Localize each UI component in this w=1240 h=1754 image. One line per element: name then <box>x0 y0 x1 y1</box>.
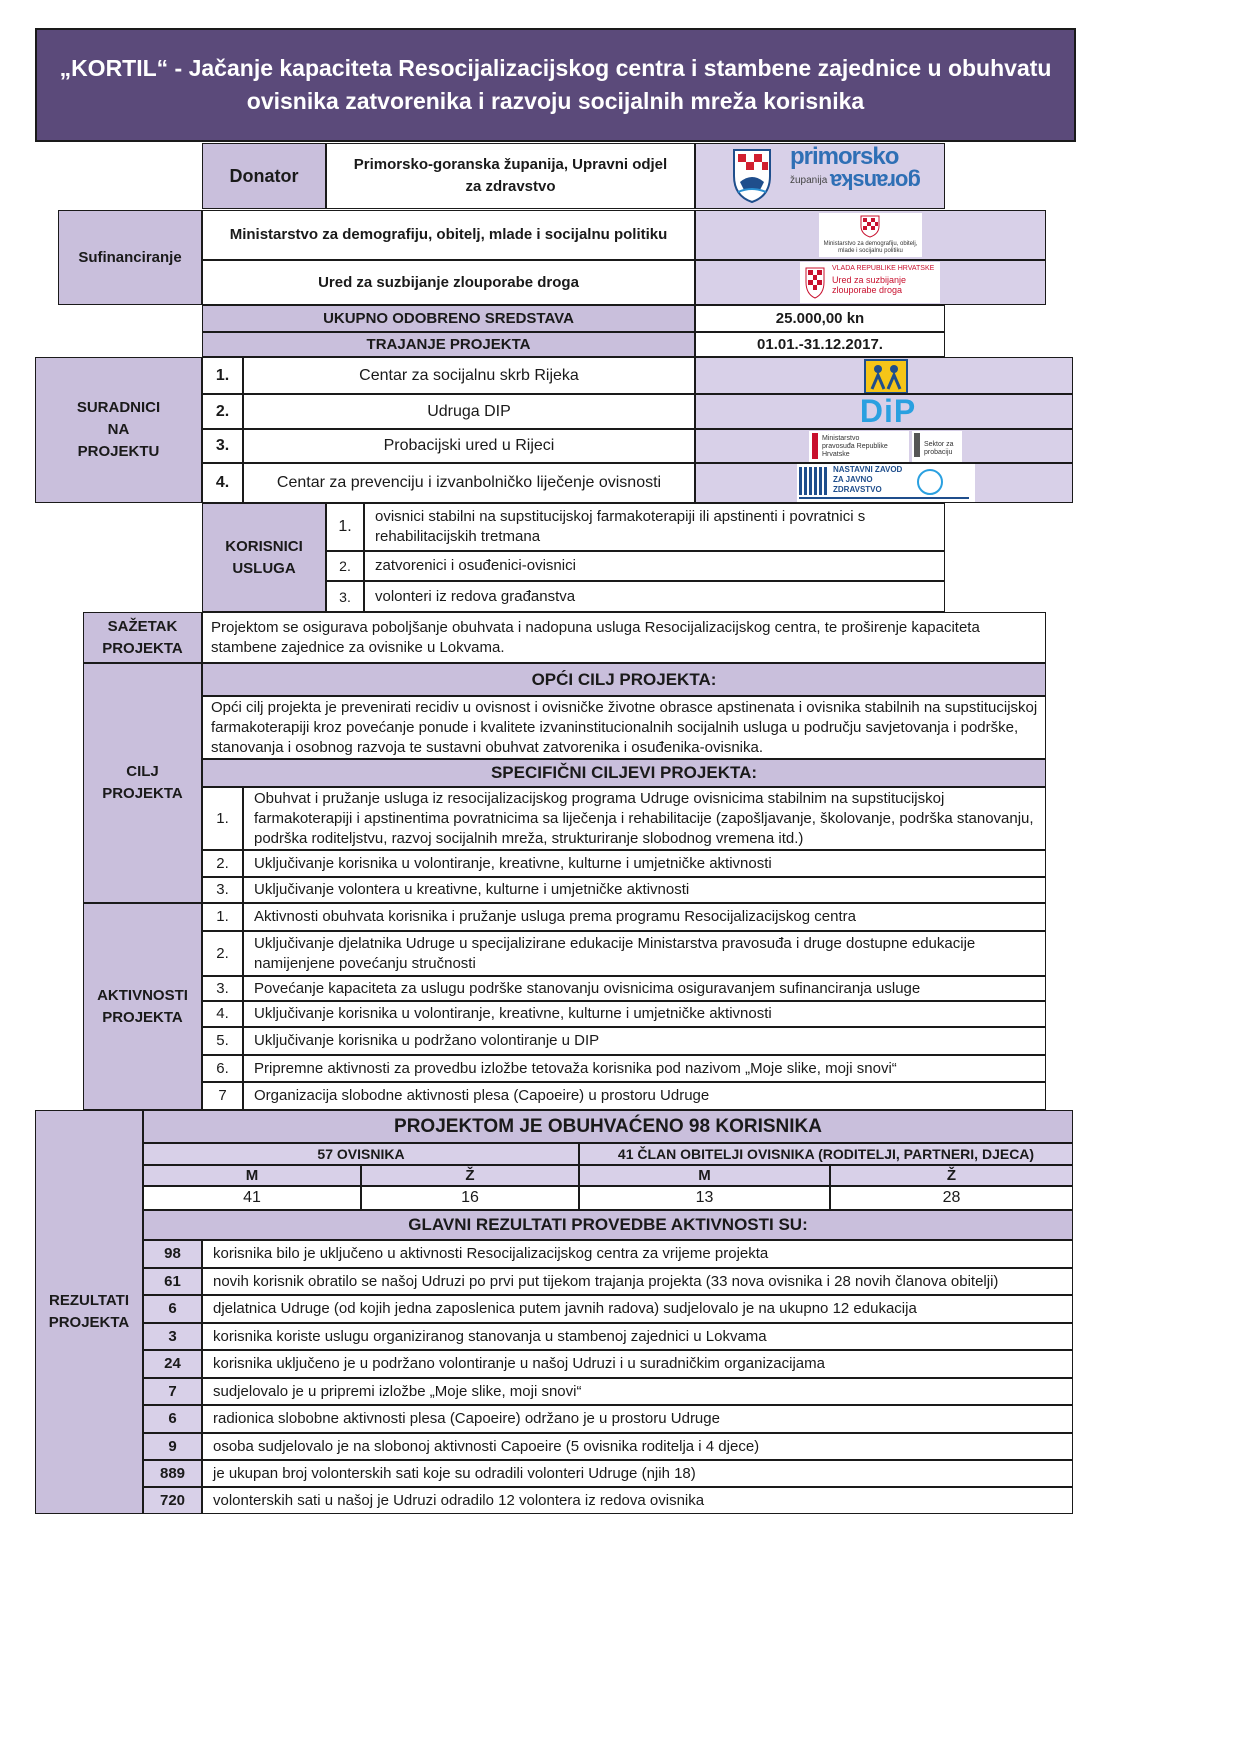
result-text: korisnika bilo je uključeno u aktivnosti Resocijalizacijskog centra za vrijeme projekta <box>202 1240 1073 1268</box>
partner-name: Udruga DIP <box>243 394 695 429</box>
result-text: novih korisnik obratilo se našoj Udruzi po prvi put tijekom trajanja projekta (33 nova ovisnika i 28 novih članova obitelji) <box>202 1268 1073 1295</box>
count-cell: 16 <box>361 1186 579 1210</box>
results-label-line-2: PROJEKTA <box>48 1314 130 1331</box>
partner-name: Centar za socijalnu skrb Rijeka <box>243 357 695 394</box>
summary-label <box>83 612 202 663</box>
result-text: korisnika uključeno je u podržano volontiranje u našoj Udruzi i u suradničkim organizacijama <box>202 1350 1073 1378</box>
group-addicts-header: 57 OVISNIKA <box>143 1143 579 1165</box>
cofinancing-item-1: Ministarstvo za demografiju, obitelj, mlade i socijalnu politiku <box>202 210 695 260</box>
title-line-2: ovisnika zatvorenika i razvoju socijalnih mreža korisnika <box>246 88 865 114</box>
result-num: 24 <box>143 1350 202 1378</box>
specific-goal-text: Uključivanje volontera u kreativne, kulturne i umjetničke aktivnosti <box>243 877 1046 903</box>
funds-value: 25.000,00 kn <box>695 305 945 332</box>
pgz-wordmark-sub: županija <box>790 175 828 186</box>
specific-goals-heading: SPECIFIČNI CILJEVI PROJEKTA: <box>202 759 1046 787</box>
result-text: korisnika koriste uslugu organiziranog stanovanja u stambenoj zajednici u Lokvama <box>202 1323 1073 1350</box>
results-label-line-1: REZULTATI <box>49 1292 129 1309</box>
partner-num: 2. <box>202 394 243 429</box>
beneficiaries-label <box>202 503 326 612</box>
pgz-wordmark <box>790 144 940 208</box>
result-num: 720 <box>143 1487 202 1514</box>
drug-abuse-office-logo-top: VLADA REPUBLIKE HRVATSKE <box>832 265 935 272</box>
main-results-heading: GLAVNI REZULTATI PROVEDBE AKTIVNOSTI SU: <box>143 1210 1073 1240</box>
ministry-demography-logo-text: Ministarstvo za demografiju, obitelj, mlade i socijalnu politiku <box>823 241 918 254</box>
partner-logo-cell <box>695 394 1073 429</box>
partners-label-line-3: PROJEKTU <box>77 443 160 460</box>
goal-label-line-2: PROJEKTA <box>102 785 183 802</box>
group-family-header: 41 ČLAN OBITELJI OVISNIKA (RODITELJI, PARTNERI, DJECA) <box>579 1143 1073 1165</box>
justice-ministry-logo <box>809 431 909 462</box>
gender-m-header: M <box>143 1165 361 1186</box>
specific-goal-num: 2. <box>202 850 243 877</box>
cofinancing-item-2: Ured za suzbijanje zlouporabe droga <box>202 260 695 305</box>
activity-num: 3. <box>202 976 243 1001</box>
activity-num: 1. <box>202 903 243 931</box>
partners-label-line-2: NA <box>107 421 130 438</box>
public-health-institute-logo <box>797 463 975 503</box>
pgz-coat-of-arms-logo <box>730 146 774 204</box>
partners-label <box>35 357 202 503</box>
funds-label: UKUPNO ODOBRENO SREDSTAVA <box>202 305 695 332</box>
summary-label-line-2: PROJEKTA <box>102 639 183 657</box>
specific-goal-num: 3. <box>202 877 243 903</box>
gender-z-header: Ž <box>830 1165 1073 1186</box>
beneficiary-text: zatvorenici i osuđenici-ovisnici <box>364 551 945 581</box>
result-text: djelatnica Udruge (od kojih jedna zaposlenica putem javnih radova) sudjelovalo je na ukupno 12 edukacija <box>202 1295 1073 1323</box>
gender-z-header: Ž <box>361 1165 579 1186</box>
specific-goal-num: 1. <box>202 787 243 850</box>
ministry-demography-logo <box>819 213 922 257</box>
result-num: 7 <box>143 1378 202 1405</box>
dip-logo: DiP <box>859 394 917 429</box>
gender-m-header: M <box>579 1165 830 1186</box>
partner-logo-cell <box>695 429 1073 463</box>
beneficiaries-label-line-2: USLUGA <box>232 559 296 577</box>
donor-logo-cell <box>695 143 945 209</box>
result-num: 3 <box>143 1323 202 1350</box>
drug-abuse-office-logo <box>800 262 940 303</box>
result-num: 61 <box>143 1268 202 1295</box>
cofinancing-label: Sufinanciranje <box>58 210 202 305</box>
results-label <box>35 1110 143 1514</box>
result-text: sudjelovalo je u pripremi izložbe „Moje slike, moji snovi“ <box>202 1378 1073 1405</box>
count-cell: 28 <box>830 1186 1073 1210</box>
result-num: 6 <box>143 1295 202 1323</box>
activities-label <box>83 903 202 1110</box>
beneficiary-num: 2. <box>326 551 364 581</box>
activity-num: 2. <box>202 931 243 976</box>
result-num: 98 <box>143 1240 202 1268</box>
count-cell: 13 <box>579 1186 830 1210</box>
goal-label <box>83 663 202 903</box>
duration-label: TRAJANJE PROJEKTA <box>202 332 695 357</box>
count-cell: 41 <box>143 1186 361 1210</box>
probation-sector-logo-text: Sektor za probaciju <box>924 441 954 456</box>
general-goal-text: Opći cilj projekta je prevenirati recidiv u ovisnost i ovisničke životne obrasce apstinenata i ovisnika stabilnih na supstitucijskoj farmakoterapiji kroz povećanje ponude i kvalitete izvaninstitucionalnih socijalnih usluga u području savjetovanja i podrške, stanovanja i osobnog razvoja te sustavni obuhvat zatvorenika i osuđenika-ovisnika. <box>202 696 1046 759</box>
justice-ministry-logo-text: Ministarstvo pravosuđa Republike Hrvatske <box>822 435 888 458</box>
beneficiary-num: 1. <box>326 503 364 551</box>
activity-num: 5. <box>202 1027 243 1055</box>
results-coverage-heading: PROJEKTOM JE OBUHVAĆENO 98 KORISNIKA <box>143 1110 1073 1143</box>
partner-logo-cell <box>695 357 1073 394</box>
activity-text: Organizacija slobodne aktivnosti plesa (Capoeire) u prostoru Udruge <box>243 1082 1046 1110</box>
activities-label-line-2: PROJEKTA <box>102 1008 183 1026</box>
social-welfare-logo <box>864 359 908 394</box>
result-num: 9 <box>143 1433 202 1460</box>
activity-text: Povećanje kapaciteta za uslugu podrške stanovanju ovisnicima osiguravanjem sufinanciranja usluge <box>243 976 1046 1001</box>
title-line-1: „KORTIL“ - Jačanje kapaciteta Resocijalizacijskog centra i stambene zajednice u obuhvatu <box>59 55 1052 81</box>
pgz-wordmark-mirror: goranska <box>831 169 922 194</box>
activity-text: Pripremne aktivnosti za provedbu izložbe tetovaža korisnika pod nazivom „Moje slike, moji snovi“ <box>243 1055 1046 1082</box>
activities-label-line-1: AKTIVNOSTI <box>97 986 188 1004</box>
partner-name: Centar za prevenciju i izvanbolničko liječenje ovisnosti <box>243 463 695 503</box>
result-num: 889 <box>143 1460 202 1487</box>
activity-text: Uključivanje korisnika u podržano volontiranje u DIP <box>243 1027 1046 1055</box>
specific-goal-text: Obuhvat i pružanje usluga iz resocijalizacijskog programa Udruge ovisnicima stabilnim na supstitucijskoj farmakoterapiji i apstinentima povratnicima sa liječenja i rehabilitacije (zapošljavanje, školovanje, podrška stanovanju, podrška roditeljstvu, razvoj socijalnih mreža, strukturiranje slobodnog vremena itd.) <box>243 787 1046 850</box>
beneficiary-text: ovisnici stabilni na supstitucijskoj farmakoterapiji ili apstinenti i povratnici s rehabilitacijskih tretmana <box>364 503 945 551</box>
page-title <box>35 28 1076 142</box>
summary-text: Projektom se osigurava poboljšanje obuhvata i nadopuna usluga Resocijalizacijskog centra, te proširenje kapaciteta stambene zajednice za ovisnike u Lokvama. <box>202 612 1046 663</box>
drug-abuse-office-logo-main: Ured za suzbijanje zlouporabe droga <box>832 275 907 295</box>
activity-num: 4. <box>202 1001 243 1027</box>
summary-label-line-1: SAŽETAK <box>107 617 178 635</box>
activity-text: Uključivanje djelatnika Udruge u specijalizirane edukacije Ministarstva pravosuđa i druge dostupne edukacije namijenjene povećanju stručnosti <box>243 931 1046 976</box>
activity-num: 6. <box>202 1055 243 1082</box>
public-health-institute-logo-text: NASTAVNI ZAVOD ZA JAVNO ZDRAVSTVO <box>833 465 903 494</box>
donor-label: Donator <box>202 143 326 209</box>
beneficiary-num: 3. <box>326 581 364 612</box>
beneficiary-text: volonteri iz redova građanstva <box>364 581 945 612</box>
result-text: je ukupan broj volonterskih sati koje su odradili volonteri Udruge (njih 18) <box>202 1460 1073 1487</box>
pgz-wordmark-text: primorsko <box>790 143 899 170</box>
result-text: volonterskih sati u našoj je Udruzi odradilo 12 volontera iz redova ovisnika <box>202 1487 1073 1514</box>
partner-num: 3. <box>202 429 243 463</box>
partner-num: 4. <box>202 463 243 503</box>
activity-text: Uključivanje korisnika u volontiranje, kreativne, kulturne i umjetničke aktivnosti <box>243 1001 1046 1027</box>
cofinancing-logo-1-cell <box>695 210 1046 260</box>
result-text: radionica slobobne aktivnosti plesa (Capoeire) održano je u prostoru Udruge <box>202 1405 1073 1433</box>
donor-name: Primorsko-goranska županija, Upravni odjel za zdravstvo <box>326 143 695 209</box>
partner-num: 1. <box>202 357 243 394</box>
beneficiaries-label-line-1: KORISNICI <box>225 537 303 555</box>
probation-sector-logo <box>912 431 962 462</box>
activity-text: Aktivnosti obuhvata korisnika i pružanje usluga prema programu Resocijalizacijskog centra <box>243 903 1046 931</box>
partner-logo-cell <box>695 463 1073 503</box>
activity-num: 7 <box>202 1082 243 1110</box>
cofinancing-logo-2-cell <box>695 260 1046 305</box>
partner-name: Probacijski ured u Rijeci <box>243 429 695 463</box>
result-num: 6 <box>143 1405 202 1433</box>
specific-goal-text: Uključivanje korisnika u volontiranje, kreativne, kulturne i umjetničke aktivnosti <box>243 850 1046 877</box>
general-goal-heading: OPĆI CILJ PROJEKTA: <box>202 663 1046 696</box>
goal-label-line-1: CILJ <box>126 763 159 780</box>
partners-label-line-1: SURADNICI <box>76 399 161 416</box>
duration-value: 01.01.-31.12.2017. <box>695 332 945 357</box>
result-text: osoba sudjelovalo je na slobonoj aktivnosti Capoeire (5 ovisnika roditelja i 4 djece) <box>202 1433 1073 1460</box>
